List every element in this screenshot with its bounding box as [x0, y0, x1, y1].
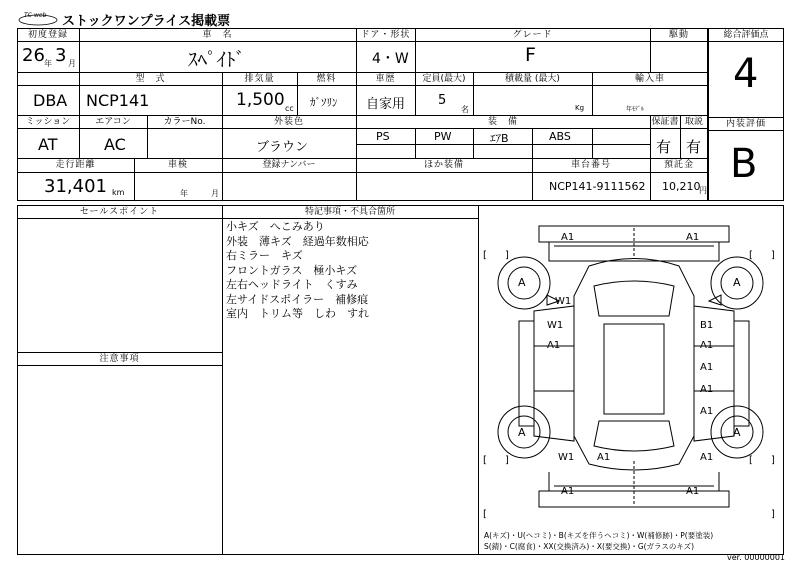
label-plate: 登録ナンバー: [262, 160, 316, 170]
model-prefix: DBA: [33, 91, 68, 110]
damage-mark: A: [518, 426, 526, 439]
equipment-airbag: ｴｱB: [490, 132, 509, 145]
grade: F: [525, 44, 536, 66]
version: ver. 00000001: [727, 553, 786, 562]
label-exterior-color: 外装色: [273, 117, 304, 127]
month-unit: 月: [68, 59, 76, 68]
capacity: 5: [438, 93, 447, 108]
label-manual: 取説: [684, 117, 703, 127]
bracket-right-top2: ]: [771, 250, 775, 261]
label-interior: 内装評価: [725, 119, 766, 129]
model-year-unit: 年ﾓﾃﾞﾙ: [626, 106, 645, 113]
label-overall: 総合評価点: [723, 30, 769, 40]
damage-mark: A1: [700, 362, 714, 373]
inspection-month-unit: 月: [211, 189, 219, 198]
label-warranty: 保証書: [651, 117, 679, 127]
brand-logo: [18, 11, 58, 23]
damage-mark: A1: [597, 452, 611, 463]
bracket-right-bottom2: ]: [771, 455, 775, 466]
legend-line-1: A(キズ)・U(ヘコミ)・B(キズを伴うヘコミ)・W(補修跡)・P(要塗装): [484, 531, 714, 540]
page-title: ストックワンプライス掲載票: [62, 14, 231, 29]
label-displacement: 排気量: [244, 74, 275, 84]
damage-mark: B1: [700, 320, 714, 331]
label-door-shape: ドア・形状: [360, 30, 411, 40]
deposit: 10,210: [662, 180, 701, 193]
bracket-right-top: ]: [505, 250, 509, 261]
label-special-notes: 特記事項・不具合箇所: [304, 207, 395, 217]
model: NCP141: [86, 91, 150, 110]
label-model: 型 式: [135, 74, 166, 84]
capacity-unit: 名: [461, 105, 469, 114]
bracket-right-base: ]: [771, 509, 775, 520]
first-reg-year: 26: [22, 45, 45, 66]
note-line: 室内 トリム等 しわ すれ: [226, 307, 369, 320]
label-mission: ミッション: [25, 117, 71, 127]
label-sales-point: セールスポイント: [79, 207, 160, 217]
interior-score: B: [730, 141, 758, 187]
label-equipment: 装 備: [487, 117, 518, 127]
damage-mark: A1: [561, 486, 575, 497]
damage-mark: A1: [686, 232, 700, 243]
note-line: 左右ヘッドライト くすみ: [226, 278, 358, 291]
equipment-pw: PW: [434, 130, 452, 143]
aircon: AC: [104, 135, 126, 154]
label-fuel: 燃料: [316, 74, 337, 84]
label-color-no: カラーNo.: [163, 117, 206, 127]
note-line: 外装 薄キズ 経過年数相応: [226, 234, 369, 248]
damage-diagram: [479, 206, 783, 526]
damage-mark: A: [733, 276, 741, 289]
warranty: 有: [656, 138, 672, 156]
displacement-unit: cc: [285, 104, 294, 113]
label-car-name: 車 名: [202, 30, 233, 40]
damage-mark: A1: [700, 340, 714, 351]
damage-mark: A1: [700, 384, 714, 395]
bracket-left-bottom: [: [483, 455, 487, 466]
damage-mark: A1: [700, 452, 714, 463]
label-first-reg: 初度登録: [27, 30, 68, 40]
damage-mark: A1: [686, 486, 700, 497]
overall-score: 4: [733, 51, 759, 97]
damage-mark: W1: [555, 296, 572, 307]
label-load: 積載量 (最大): [505, 74, 560, 84]
label-aircon: エアコン: [95, 117, 131, 127]
vehicle-type: 自家用: [366, 97, 406, 112]
mileage-unit: km: [112, 188, 125, 197]
bracket-left-base: [: [483, 509, 487, 520]
mission: AT: [38, 135, 58, 154]
note-line: フロントガラス 極小キズ: [226, 263, 358, 277]
damage-mark: A: [518, 276, 526, 289]
damage-mark: A1: [547, 340, 561, 351]
equipment-ps: PS: [376, 130, 390, 143]
bracket-left-bottom2: [: [749, 455, 753, 466]
label-import: 輸入車: [634, 74, 665, 84]
label-other-equipment: ほか装備: [423, 160, 464, 170]
chassis-number: NCP141-9111562: [549, 180, 646, 193]
bracket-right-bottom: ]: [505, 455, 509, 466]
label-vehicle-type: 車歴: [375, 74, 396, 84]
brand-logo-text: TC-web: [24, 12, 47, 19]
label-drive: 駆動: [668, 30, 689, 40]
damage-mark: A1: [561, 232, 575, 243]
car-name: ｽﾍﾟｲﾄﾞ: [188, 49, 246, 71]
damage-mark: W1: [558, 452, 575, 463]
deposit-unit: 円: [699, 186, 707, 195]
damage-mark: A1: [700, 406, 714, 417]
label-grade: グレード: [512, 30, 553, 40]
note-line: 小キズ へこみあり: [226, 220, 325, 233]
mileage: 31,401: [44, 176, 107, 197]
note-line: 左サイドスポイラー 補修痕: [226, 292, 369, 306]
label-capacity: 定員(最大): [422, 74, 466, 84]
label-mileage: 走行距離: [55, 160, 96, 170]
legend-line-2: S(錆)・C(腐食)・XX(交換済み)・X(要交換)・G(ガラスのキズ): [484, 542, 695, 551]
bracket-left-top2: [: [749, 250, 753, 261]
year-unit: 年: [44, 59, 52, 68]
door-shape: 4・W: [372, 51, 409, 67]
label-chassis: 車台番号: [570, 160, 611, 170]
displacement: 1,500: [236, 90, 285, 110]
note-line: 右ミラー キズ: [226, 249, 303, 262]
exterior-color: ブラウン: [256, 140, 309, 155]
fuel: ｶﾞｿﾘﾝ: [310, 96, 338, 109]
first-reg-month: 3: [55, 45, 67, 66]
label-inspection: 車検: [167, 160, 188, 170]
manual: 有: [686, 138, 702, 156]
bracket-left-top: [: [483, 250, 487, 261]
label-caution: 注意事項: [99, 354, 140, 364]
load-unit: Kg: [575, 104, 585, 112]
inspection-year-unit: 年: [180, 189, 188, 198]
label-deposit: 預託金: [663, 160, 694, 170]
equipment-abs: ABS: [549, 130, 571, 143]
damage-mark: W1: [547, 320, 564, 331]
damage-mark: A: [733, 426, 741, 439]
